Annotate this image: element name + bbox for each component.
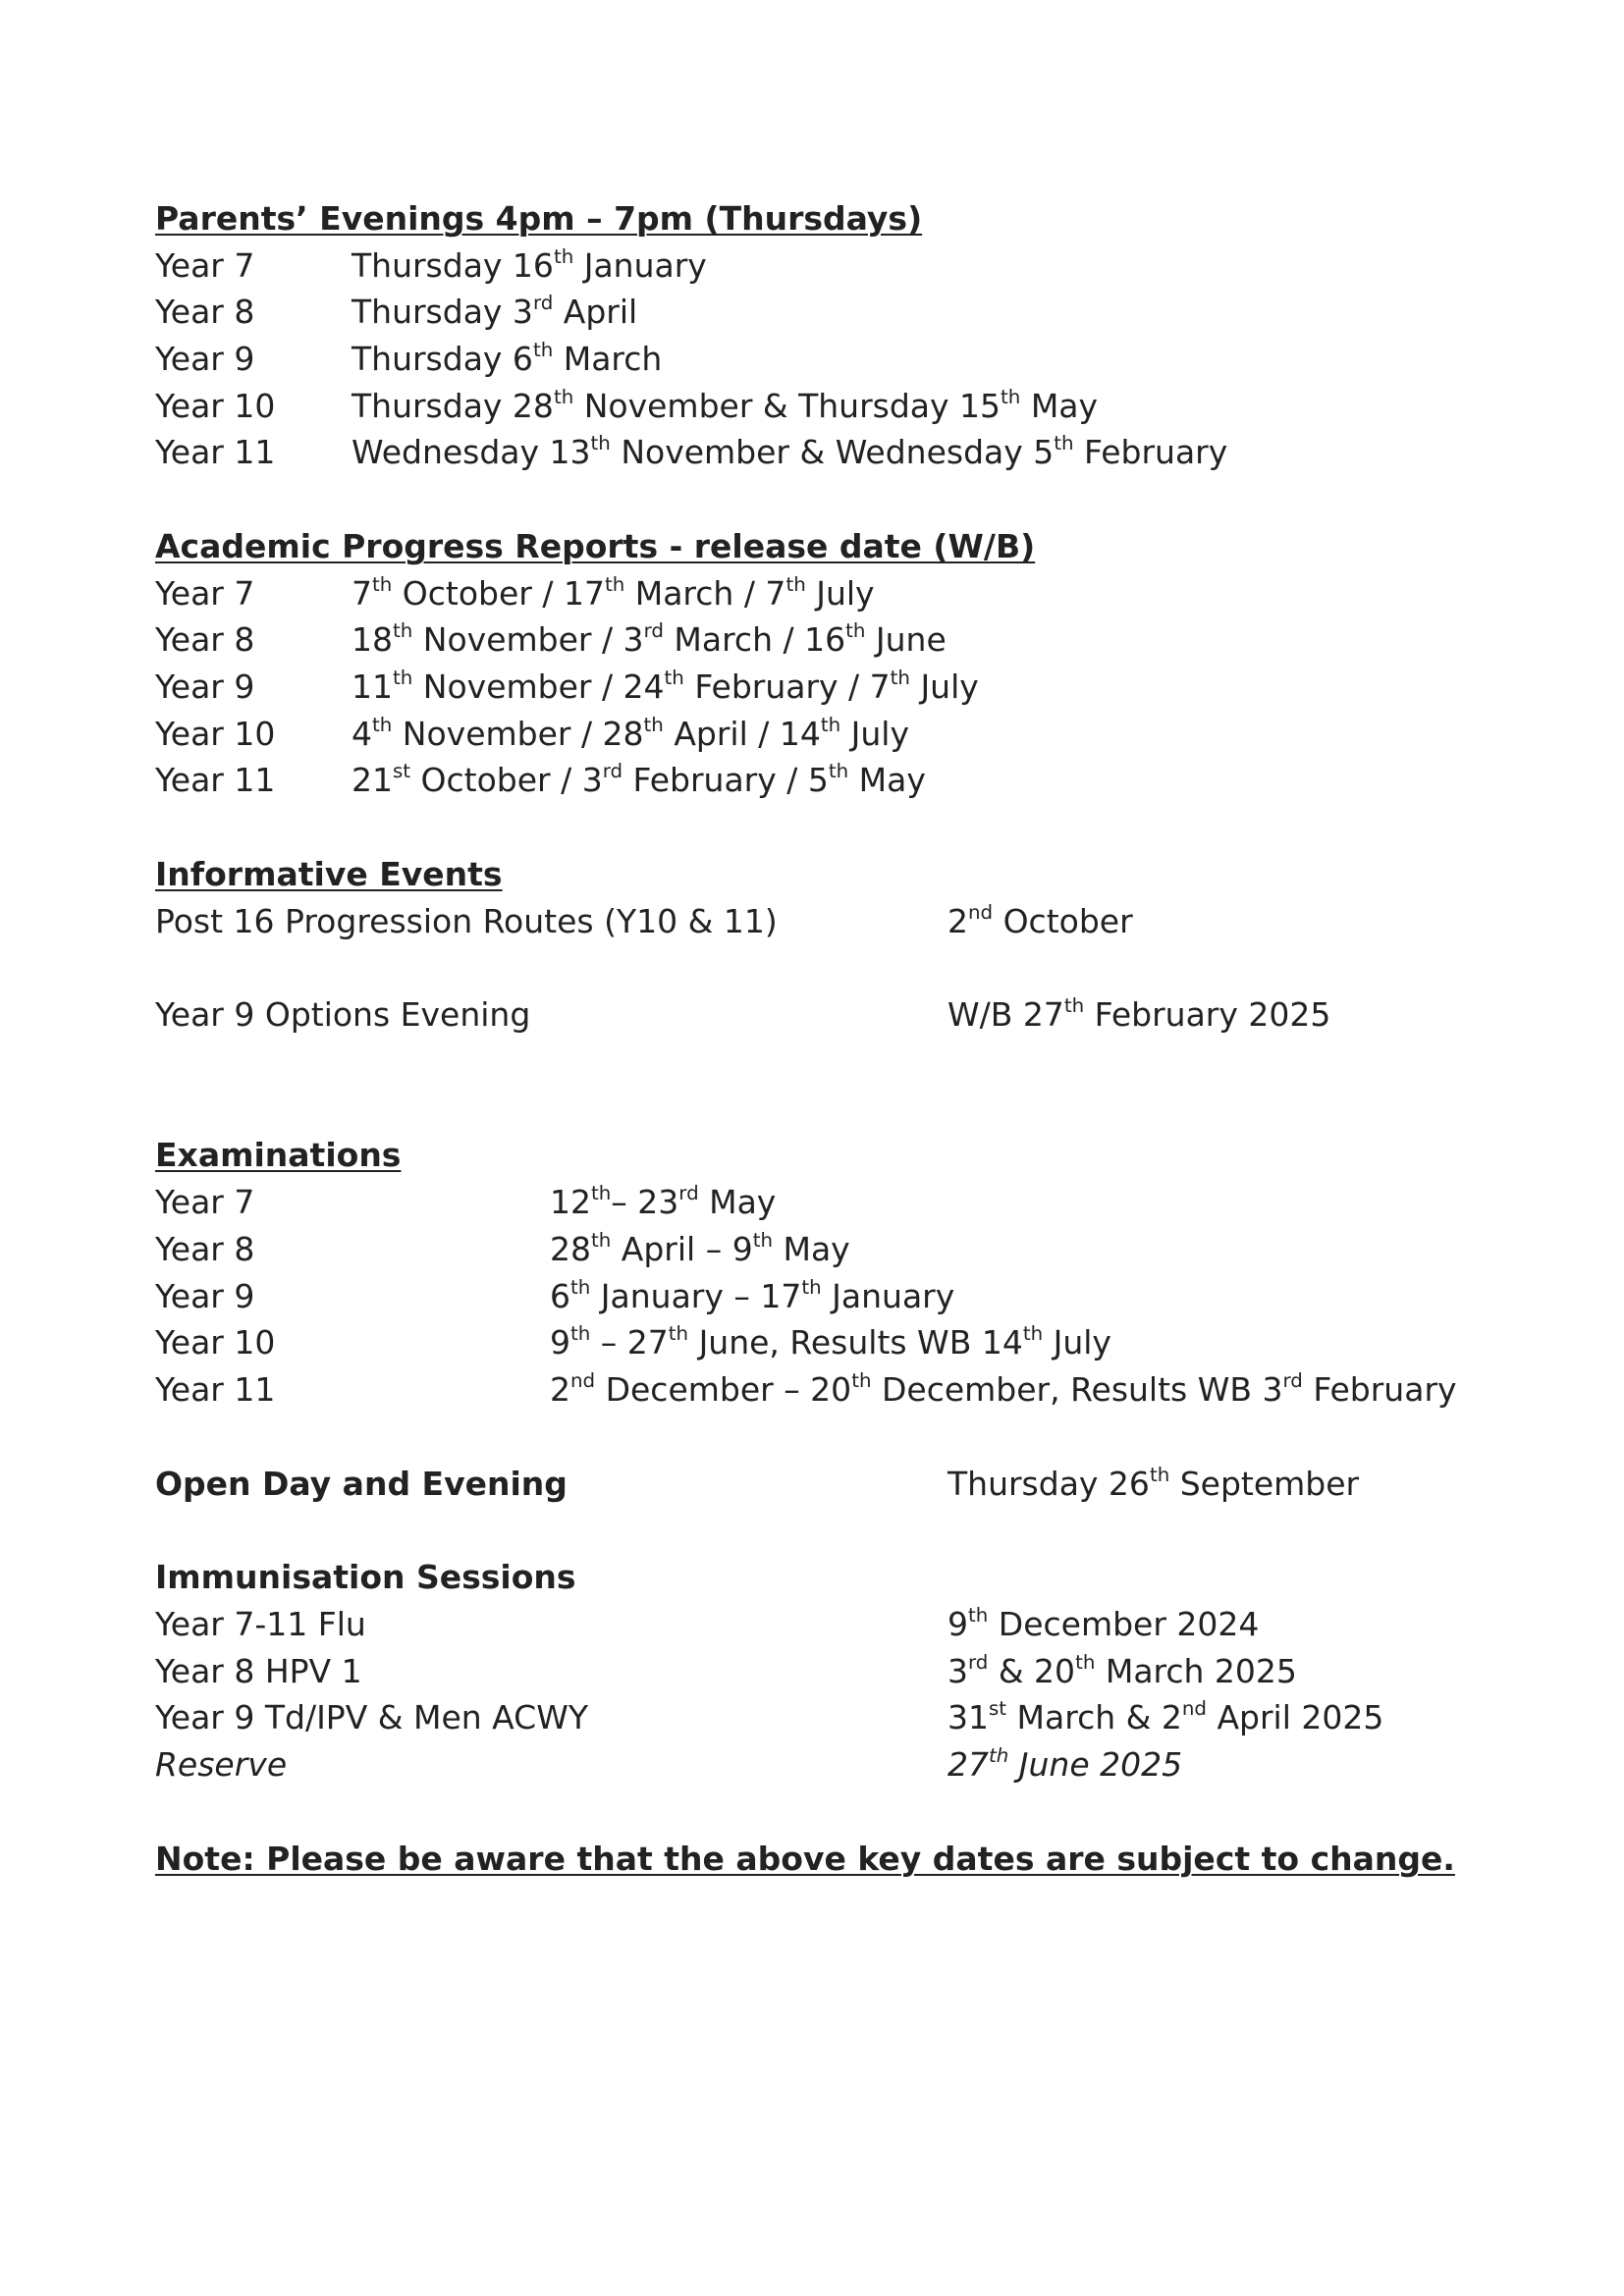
row-value: 31st March & 2nd April 2025 — [947, 1697, 1384, 1736]
row-value: Thursday 28th November & Thursday 15th May — [352, 386, 1099, 425]
row-label: Year 8 — [155, 293, 255, 331]
row-label: Year 8 — [155, 1230, 255, 1268]
row-value: 11th November / 24th February / 7th July — [352, 667, 979, 706]
section-heading-parents-evenings: Parents’ Evenings 4pm – 7pm (Thursdays) — [155, 199, 923, 238]
row-value: Thursday 26th September — [947, 1464, 1360, 1503]
section-heading-informative-events: Informative Events — [155, 855, 503, 893]
row-label: Year 11 — [155, 761, 276, 799]
row-label: Year 7 — [155, 574, 255, 613]
row-value: 3rd & 20th March 2025 — [947, 1651, 1297, 1690]
row-label: Year 7 — [155, 246, 255, 285]
row-label: Year 7-11 Flu — [155, 1605, 366, 1643]
row-value: W/B 27th February 2025 — [947, 994, 1331, 1034]
row-value: 12th– 23rd May — [550, 1182, 777, 1221]
section-heading-progress-reports: Academic Progress Reports - release date (W/B) — [155, 527, 1036, 565]
row-value: 4th November / 28th April / 14th July — [352, 714, 909, 753]
row-value: 2nd December – 20th December, Results WB 3rd February — [550, 1369, 1457, 1409]
row-value: 27th June 2025 — [947, 1744, 1183, 1784]
row-label: Year 8 HPV 1 — [155, 1652, 362, 1690]
row-value: 28th April – 9th May — [550, 1229, 850, 1268]
row-label: Year 8 — [155, 620, 255, 659]
row-label: Year 9 — [155, 340, 255, 378]
row-value: 18th November / 3rd March / 16th June — [352, 619, 947, 659]
section-heading-open-day: Open Day and Evening — [155, 1465, 568, 1503]
row-value: 9th – 27th June, Results WB 14th July — [550, 1322, 1111, 1362]
row-label: Year 10 — [155, 1323, 276, 1362]
row-label: Year 9 — [155, 667, 255, 706]
row-value: 7th October / 17th March / 7th July — [352, 573, 875, 613]
row-label: Reserve — [155, 1745, 288, 1784]
row-value: 2nd October — [947, 901, 1133, 940]
row-label: Year 11 — [155, 433, 276, 471]
row-label: Year 7 — [155, 1183, 255, 1221]
row-value: Thursday 6th March — [352, 339, 663, 378]
row-value: Thursday 16th January — [352, 245, 707, 285]
row-value: 21st October / 3rd February / 5th May — [352, 760, 926, 799]
disclaimer-note: Note: Please be aware that the above key dates are subject to change. — [155, 1840, 1455, 1878]
section-heading-examinations: Examinations — [155, 1136, 402, 1174]
row-label: Year 9 Td/IPV & Men ACWY — [155, 1698, 588, 1736]
row-label: Year 11 — [155, 1370, 276, 1409]
row-label: Post 16 Progression Routes (Y10 & 11) — [155, 902, 778, 940]
row-value: Wednesday 13th November & Wednesday 5th February — [352, 432, 1228, 471]
section-heading-immunisation: Immunisation Sessions — [155, 1558, 576, 1596]
row-label: Year 9 — [155, 1277, 255, 1315]
row-label: Year 10 — [155, 387, 276, 425]
row-value: Thursday 3rd April — [352, 292, 638, 331]
row-label: Year 10 — [155, 715, 276, 753]
row-value: 9th December 2024 — [947, 1604, 1260, 1643]
row-label: Year 9 Options Evening — [155, 995, 531, 1034]
row-value: 6th January – 17th January — [550, 1276, 955, 1315]
